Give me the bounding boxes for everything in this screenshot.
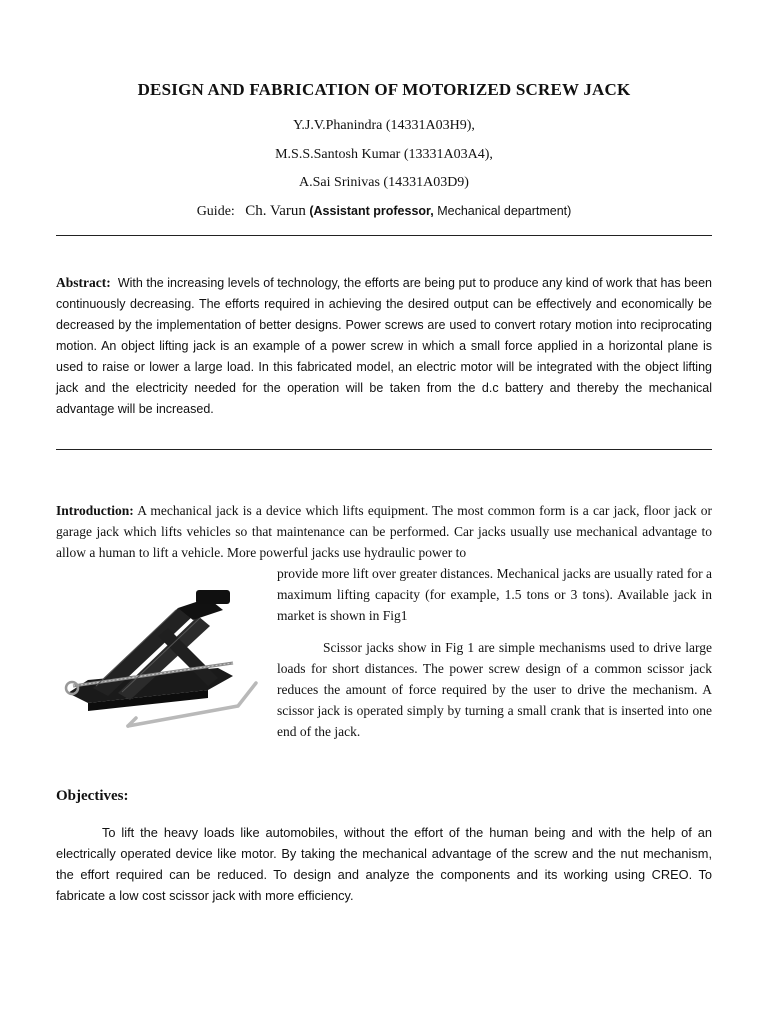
author-1: Y.J.V.Phanindra (14331A03H9), bbox=[293, 118, 475, 133]
introduction-heading: Introduction: bbox=[56, 503, 134, 518]
author-3: A.Sai Srinivas (14331A03D9) bbox=[299, 175, 469, 190]
paper-title: DESIGN AND FABRICATION OF MOTORIZED SCREW JACK bbox=[137, 80, 631, 99]
guide-line bbox=[0, 203, 768, 220]
scissor-jack-icon bbox=[58, 568, 270, 756]
scissor-jack-paragraph: Scissor jacks show in Fig 1 are simple mechanisms used to drive large loads for short distances. The power screw design of a common scissor jack reduces the amount of force required by the user to drive the mechanism. A scissor jack is operated simply by turning a small crank that is inserted into one end of the jack. bbox=[277, 640, 712, 739]
objectives-heading: Objectives: bbox=[56, 788, 129, 804]
divider-middle bbox=[56, 449, 712, 450]
scissor-jack-image bbox=[58, 568, 270, 756]
introduction-paragraph bbox=[56, 500, 712, 563]
guide-dept: Mechanical department) bbox=[437, 204, 572, 218]
abstract-paragraph bbox=[56, 272, 712, 420]
abstract-text: With the increasing levels of technology, the efforts are being put to produce any kind of work that has been continuously decreasing. The efforts required in achieving the desired output can be effectively and economically be decreased by the implementation of better designs. Power screws are used to convert rotary motion into reciprocating motion. An object lifting jack is an example of a power screw in which a small force applied in a horizontal plane is used to raise or lower a large load. In this fabricated model, an electric motor will be integrated with the object lifting jack and the electricity needed for the operation will be taken from the d.c battery and thereby the mechanical advantage will be increased. bbox=[56, 276, 712, 416]
author-2: M.S.S.Santosh Kumar (13331A03A4), bbox=[275, 147, 493, 162]
objectives-text: To lift the heavy loads like automobiles, without the effort of the human being and with the help of an electrically operated device like motor. By taking the mechanical advantage of the screw and the nut mechanism, the effort required can be reduced. To design and analyze the components and its working using CREO. To fabricate a low cost scissor jack with more efficiency. bbox=[56, 825, 712, 903]
abstract-heading: Abstract: bbox=[56, 275, 111, 290]
guide-role: (Assistant professor, bbox=[309, 204, 434, 218]
introduction-text: A mechanical jack is a device which lifts equipment. The most common form is a car jack, floor jack or garage jack which lifts vehicles so that maintenance can be performed. Car jacks usually use mechanical advantage to allow a human to lift a vehicle. More powerful jacks use hydraulic power to bbox=[56, 503, 712, 560]
guide-label: Guide: bbox=[196, 204, 235, 219]
introduction-side-text: provide more lift over greater distances. Mechanical jacks are usually rated for a maximum lifting capacity (for example, 1.5 tons or 3 tons). Available jack in market is shown in Fig1 bbox=[277, 566, 712, 623]
guide-name: Ch. Varun bbox=[245, 203, 306, 219]
divider-top bbox=[56, 235, 712, 236]
